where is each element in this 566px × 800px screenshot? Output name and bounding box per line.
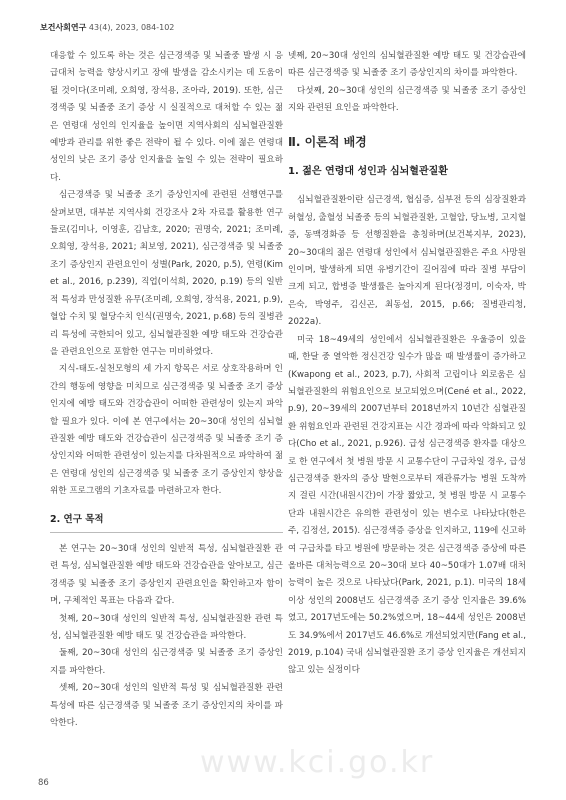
- objective-item: 넷째, 20~30대 성인의 심뇌혈관질환 예방 태도 및 건강습관에 따른 심근경색증 및 뇌졸중 조기 증상인지의 차이를 파악한다.: [288, 51, 526, 79]
- chapter-heading: Ⅱ. 이론적 배경: [288, 134, 367, 149]
- journal-name: 보건사회연구: [40, 23, 87, 32]
- journal-issue: 43(4), 2023, 084-102: [88, 23, 175, 32]
- divider: [50, 532, 283, 533]
- section-heading: 2. 연구 목적: [50, 513, 104, 525]
- watermark: www.kci.go.kr: [200, 745, 435, 780]
- page-number: 86: [38, 778, 49, 788]
- objective-item: 둘째, 20~30대 성인의 심근경색증 및 뇌졸중 조기 증상인지를 파악한다.: [50, 648, 283, 676]
- paragraph: 대응할 수 있도록 하는 것은 심근경색증 및 뇌졸중 발생 시 응급대처 능력을 향상시키고 장애 발생을 감소시키는 데 도움이 될 것이다(조미례, 오희영, 장석용, 조아라, 2019). 또한, 심근경색증 및 뇌졸중 조기 증상 시 실질적으로 대처할 수 있는 젊은 연령대 성인의 인지율을 높이면 지역사회의 심뇌혈관질환 예방과 관리를 위한 좋은 전략이 될 수 있다. 이에 젊은 연령대 성인의 낮은 조기 증상 인지율을 높일 수 있는 전략이 필요하다.: [50, 51, 283, 183]
- left-column: [50, 48, 283, 732]
- objective-item: 다섯째, 20~30대 성인의 심근경색증 및 뇌졸중 조기 증상인지와 관련된 요인을 파악한다.: [288, 85, 526, 114]
- running-header: [40, 22, 174, 33]
- paragraph: 본 연구는 20~30대 성인의 일반적 특성, 심뇌혈관질환 관련 특성, 심뇌혈관질환 예방 태도와 건강습관을 알아보고, 심근경색증 및 뇌졸중 조기 증상인지 관련요인을 확인하고자 함이며, 구체적인 목표는 다음과 같다.: [50, 543, 283, 607]
- objective-item: 첫째, 20~30대 성인의 일반적 특성, 심뇌혈관질환 관련 특성, 심뇌혈관질환 예방 태도 및 건강습관을 파악한다.: [50, 613, 283, 641]
- paragraph: 심뇌혈관질환이란 심근경색, 협심증, 심부전 등의 심장질환과 허혈성, 출혈성 뇌졸중 등의 뇌혈관질환, 고혈압, 당뇨병, 고지혈증, 동맥경화증 등 선행질환을 총칭하며(보건복지부, 2023), 20~30대의 젊은 연령대 성인에서 심뇌혈관질환은 주요 사망원인이며, 발생하게 되면 유병기간이 길어짐에 따라 질병 부담이 크게 되고, 합병증 발생률은 높아지게 된다(정경미, 이숙자, 박은숙, 박영주, 김신곤, 최동섭, 2015, p.66; 질병관리청, 2022a).: [288, 195, 526, 328]
- objective-item: 셋째, 20~30대 성인의 일반적 특성 및 심뇌혈관질환 관련 특성에 따른 심근경색증 및 뇌졸중 조기 증상인지의 차이를 파악한다.: [50, 683, 283, 729]
- right-column: [288, 48, 526, 680]
- subsection-heading: 1. 젊은 연령대 성인과 심뇌혈관질환: [288, 166, 448, 178]
- paragraph: 미국 18~49세의 성인에서 심뇌혈관질환은 우울증이 있을 때, 한달 중 열악한 정신건강 일수가 많을 때 발생률이 증가하고(Kwapong et al., 2023, p.7), 사회적 고립이나 외로움은 심뇌혈관질환의 위험요인으로 보고되었으며(Cené et al., 2022, p.9), 20~39세의 2007년부터 2018년까지 10년간 심혈관질환 위험요인과 관련된 건강지표는 시간 경과에 따라 악화되고 있다(Cho et al., 2021, p.926). 급성 심근경색증 환자를 대상으로 한 연구에서 첫 병원 방문 시 교통수단이 구급차일 경우, 급성심근경색증 환자의 증상 발현으로부터 재관류가능 병원 도착까지 걸린 시간(내원시간)이 가장 짧았고, 첫 병원 방문 시 교통수단과 내원시간은 유의한 관련성이 있는 변수로 나타났다(한은주, 김정선, 2015). 심근경색증 증상을 인지하고, 119에 신고하여 구급차를 타고 병원에 방문하는 것은 심근경색증 증상에 따른 올바른 대처능력으로 20~30대 보다 40~50대가 1.07배 대처능력이 높은 것으로 나타났다(Park, 2021, p.1). 미국의 18세 이상 성인의 2008년도 심근경색증 조기 증상 인지율은 39.6%였고, 2017년도에는 50.2%였으며, 18~44세 성인은 2008년도 34.9%에서 2017년도 46.6%로 개선되었지만(Fang et al., 2019, p.104) 국내 심뇌혈관질환 조기 증상 인지율은 개선되지 않고 있는 실정이다: [288, 334, 526, 676]
- paragraph: 지식-태도-실천모형의 세 가지 항목은 서로 상호작용하며 인간의 행동에 영향을 미치므로 심근경색증 및 뇌졸중 조기 증상인지에 예방 태도와 건강습관이 어떠한 관련성이 있는지 파악할 필요가 있다. 이에 본 연구에서는 20~30대 성인의 심뇌혈관질환 예방 태도와 건강습관이 심근경색증 및 뇌졸중 조기 증상인지와 어떠한 관련성이 있는지를 다차원적으로 파악하여 젊은 연령대 성인의 심근경색증 및 뇌졸중 조기 증상인지 향상을 위한 프로그램의 기초자료를 마련하고자 한다.: [50, 364, 283, 497]
- paragraph: 심근경색증 및 뇌졸중 조기 증상인지에 관련된 선행연구를 살펴보면, 대부분 지역사회 건강조사 2차 자료를 활용한 연구들로(김미나, 이영훈, 김남호, 2020; 권명숙, 2021; 조미례, 오희영, 장석용, 2021; 최보영, 2021), 심근경색증 및 뇌졸중 조기 증상인지 관련요인이 성별(Park, 2020, p.5), 연령(Kim et al., 2016, p.239), 직업(이석희, 2020, p.19) 등의 일반적 특성과 만성질환 유무(조미례, 오희영, 장석용, 2021, p.9), 혈압 수치 및 혈당수치 인식(권명숙, 2021, p.68) 등의 질병관리 특성에 국한되어 있고, 심뇌혈관질환 예방 태도와 건강습관을 관련요인으로 포함한 연구는 미비하였다.: [50, 190, 283, 357]
